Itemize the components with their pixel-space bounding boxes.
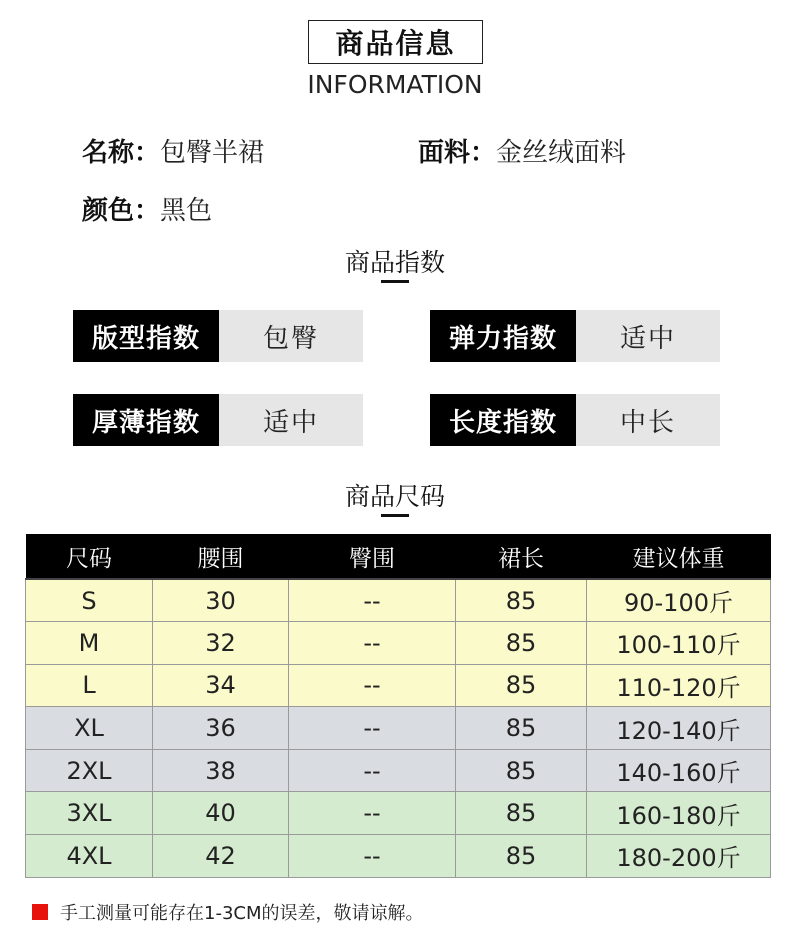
table-cell: 30 [153,579,289,622]
table-cell: 34 [153,664,289,707]
index-value: 适中 [219,394,363,446]
table-cell: -- [289,749,456,792]
table-cell: 85 [456,622,587,665]
table-row [26,707,771,750]
table-cell: 90-100斤 [587,579,771,622]
index-heading: 商品指数 [344,248,445,277]
index-value: 适中 [576,310,720,362]
measurement-note [32,899,424,925]
table-cell: -- [289,664,456,707]
table-row [26,664,771,707]
table-cell: 160-180斤 [587,792,771,835]
info-fabric [418,132,626,169]
column-header: 建议体重 [587,534,771,579]
index-value: 中长 [576,394,720,446]
index-item [73,310,363,362]
note-marker-icon [32,904,48,920]
table-cell: 4XL [26,835,153,878]
page-title: 商品信息 [308,20,483,64]
index-item [430,394,720,446]
table-row [26,835,771,878]
info-color-key: 颜色： [82,196,161,226]
info-name [82,132,264,169]
table-cell: 2XL [26,749,153,792]
table-cell: 32 [153,622,289,665]
table-cell: 42 [153,835,289,878]
table-cell: 140-160斤 [587,749,771,792]
table-cell: L [26,664,153,707]
table-cell: 38 [153,749,289,792]
table-cell: S [26,579,153,622]
size-heading: 商品尺码 [344,482,445,511]
table-cell: M [26,622,153,665]
info-name-value: 包臀半裙 [160,138,265,168]
info-color [82,190,212,227]
page-subtitle: INFORMATION [307,70,483,99]
index-value: 包臀 [219,310,363,362]
table-cell: 36 [153,707,289,750]
index-label: 版型指数 [73,310,219,362]
note-text: 手工测量可能存在1-3CM的误差，敬请谅解。 [60,903,424,924]
size-heading-bar [381,514,409,517]
table-cell: 85 [456,835,587,878]
column-header: 尺码 [26,534,153,579]
index-heading-bar [381,280,409,283]
table-row [26,749,771,792]
index-item [430,310,720,362]
table-cell: -- [289,835,456,878]
table-cell: -- [289,707,456,750]
column-header: 腰围 [153,534,289,579]
table-cell: 85 [456,664,587,707]
table-row [26,622,771,665]
table-cell: XL [26,707,153,750]
size-table [25,534,771,878]
index-label: 弹力指数 [430,310,576,362]
index-label: 长度指数 [430,394,576,446]
table-cell: -- [289,579,456,622]
index-item [73,394,363,446]
info-fabric-value: 金丝绒面料 [496,138,627,168]
table-cell: 110-120斤 [587,664,771,707]
table-cell: 120-140斤 [587,707,771,750]
table-cell: 85 [456,579,587,622]
table-cell: 85 [456,707,587,750]
column-header: 裙长 [456,534,587,579]
table-cell: 100-110斤 [587,622,771,665]
table-cell: 85 [456,749,587,792]
table-cell: 3XL [26,792,153,835]
table-row [26,792,771,835]
info-color-value: 黑色 [160,196,213,226]
table-cell: 85 [456,792,587,835]
column-header: 臀围 [289,534,456,579]
table-cell: 180-200斤 [587,835,771,878]
size-table-header [26,534,771,579]
table-cell: -- [289,792,456,835]
table-cell: -- [289,622,456,665]
table-cell: 40 [153,792,289,835]
info-fabric-key: 面料： [418,138,497,168]
index-label: 厚薄指数 [73,394,219,446]
table-row [26,579,771,622]
info-name-key: 名称： [82,138,161,168]
